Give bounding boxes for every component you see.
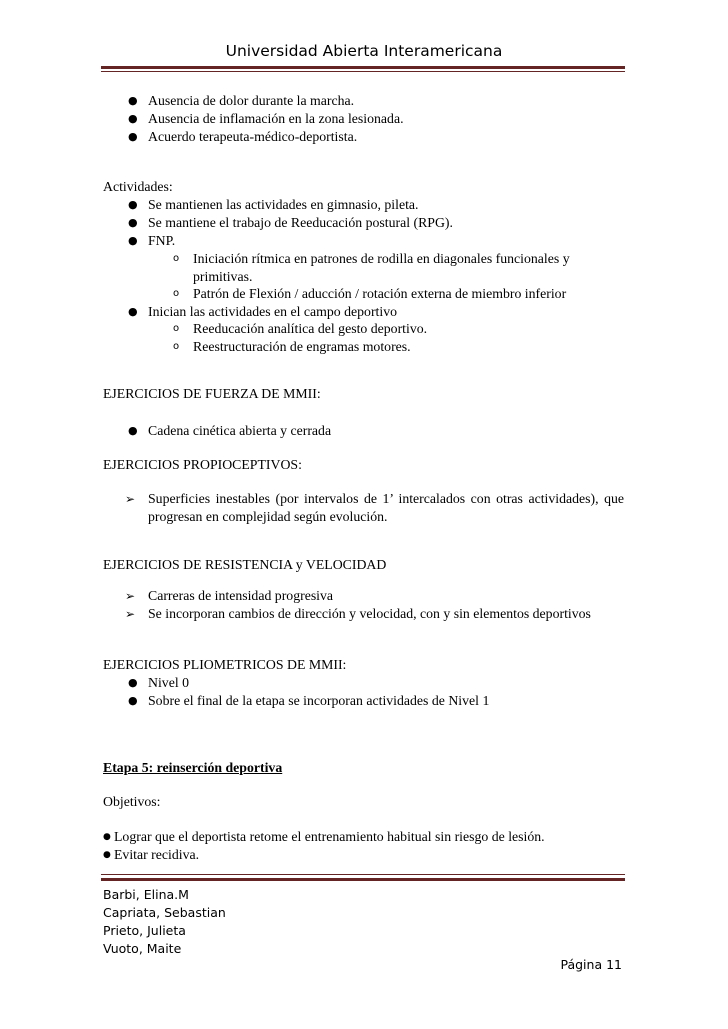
footer-author: Capriata, Sebastian: [103, 905, 226, 920]
footer-rule-thick: [101, 878, 625, 881]
footer-author: Prieto, Julieta: [103, 923, 186, 938]
actividades-item: Inician las actividades en el campo deportivo: [148, 304, 398, 319]
footer-rule-thin: [101, 874, 625, 875]
intro-item: Acuerdo terapeuta-médico-deportista.: [148, 129, 358, 144]
pliometricos-item: Nivel 0: [148, 675, 189, 690]
bullet-icon: ●: [128, 94, 138, 107]
bullet-icon: ●: [128, 216, 138, 229]
resistencia-item: Se incorporan cambios de dirección y velocidad, con y sin elementos deportivos: [148, 606, 591, 621]
bullet-icon: ●: [128, 676, 138, 689]
bullet-icon: ●: [128, 424, 138, 437]
fuerza-heading: EJERCICIOS DE FUERZA DE MMII:: [103, 386, 321, 401]
footer-author: Vuoto, Maite: [103, 941, 182, 956]
resistencia-heading: EJERCICIOS DE RESISTENCIA y VELOCIDAD: [103, 557, 387, 572]
propioceptivos-heading: EJERCICIOS PROPIOCEPTIVOS:: [103, 457, 302, 472]
bullet-icon: ●: [128, 198, 138, 211]
bullet-icon: ●: [128, 112, 138, 125]
actividades-heading: Actividades:: [103, 179, 173, 194]
bullet-icon: ●: [103, 832, 111, 842]
arrow-bullet-icon: ➢: [125, 492, 136, 506]
footer-author: Barbi, Elina.M: [103, 887, 189, 902]
actividades-subitem: Iniciación rítmica en patrones de rodilla en diagonales funcionales y: [193, 251, 570, 266]
bullet-icon: ●: [128, 234, 138, 247]
objetivo-item: Lograr que el deportista retome el entrenamiento habitual sin riesgo de lesión.: [114, 829, 545, 844]
circle-bullet-icon: o: [173, 341, 180, 352]
etapa5-heading: Etapa 5: reinserción deportiva: [103, 760, 283, 775]
actividades-item: Se mantienen las actividades en gimnasio, pileta.: [148, 197, 419, 212]
bullet-icon: ●: [128, 694, 138, 707]
page-header-title: Universidad Abierta Interamericana: [225, 42, 503, 60]
actividades-subitem: Reestructuración de engramas motores.: [193, 339, 411, 354]
intro-item: Ausencia de dolor durante la marcha.: [148, 93, 355, 108]
bullet-icon: ●: [128, 130, 138, 143]
actividades-item: FNP.: [148, 233, 176, 248]
header-rule-thin: [101, 71, 625, 72]
arrow-bullet-icon: ➢: [125, 607, 136, 621]
propioceptivos-item: Superficies inestables (por intervalos de 1’ intercalados con otras actividades), que progresan en complejidad según evolución.: [148, 491, 624, 524]
actividades-item: Se mantiene el trabajo de Reeducación postural (RPG).: [148, 215, 453, 230]
fuerza-item: Cadena cinética abierta y cerrada: [148, 423, 332, 438]
circle-bullet-icon: o: [173, 253, 180, 264]
actividades-subitem: Patrón de Flexión / aducción / rotación externa de miembro inferior: [193, 286, 567, 301]
resistencia-item: Carreras de intensidad progresiva: [148, 588, 334, 603]
bullet-icon: ●: [103, 850, 111, 860]
objetivo-item: Evitar recidiva.: [114, 847, 200, 862]
circle-bullet-icon: o: [173, 288, 180, 299]
header-rule-thick: [101, 66, 625, 69]
objetivos-label: Objetivos:: [103, 794, 161, 809]
pliometricos-item: Sobre el final de la etapa se incorporan actividades de Nivel 1: [148, 693, 490, 708]
intro-item: Ausencia de inflamación en la zona lesionada.: [148, 111, 404, 126]
page-number: Página 11: [560, 957, 622, 972]
actividades-subitem-cont: primitivas.: [193, 269, 253, 284]
pliometricos-heading: EJERCICIOS PLIOMETRICOS DE MMII:: [103, 657, 347, 672]
actividades-subitem: Reeducación analítica del gesto deportivo.: [193, 321, 428, 336]
circle-bullet-icon: o: [173, 323, 180, 334]
arrow-bullet-icon: ➢: [125, 589, 136, 603]
bullet-icon: ●: [128, 305, 138, 318]
